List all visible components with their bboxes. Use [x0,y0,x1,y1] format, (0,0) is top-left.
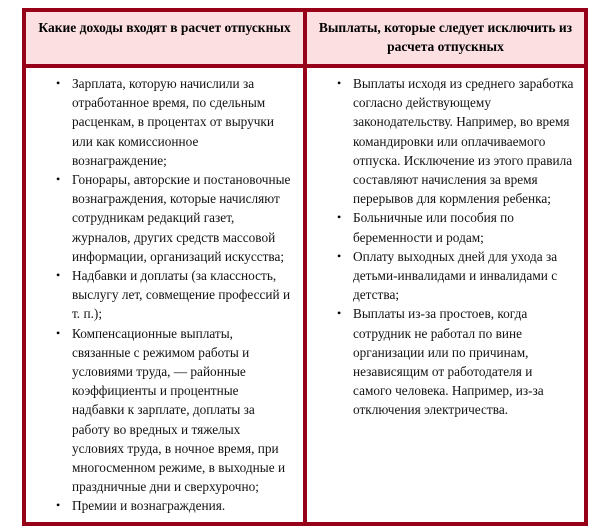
list-item-label: Выплаты из-за простоев, когда сотрудник не работал по вине организации или по причинам, независящим от работодателя и самого человека. Например, из-за отключения электричества. [353,306,544,418]
table-row [24,66,586,524]
list-item-label: Премии и вознаграждения. [72,498,226,514]
list-item-label: Гонорары, авторские и постановочные вознаграждения, которые начисляют сотрудникам редакций газет, журналов, других средств массовой информации, организаций искусства; [72,172,291,264]
excluded-payments-list [307,68,584,426]
list-item [307,304,576,419]
list-item-label: Оплату выходных дней для ухода за детьми-инвалидами и инвалидами с детства; [353,248,558,303]
table-header [24,10,586,66]
list-item [26,324,295,497]
table-body [24,66,586,524]
list-item [26,266,295,324]
list-item [26,170,295,266]
list-item [26,74,295,170]
table-header-row [24,10,586,66]
included-income-list [26,68,303,522]
bullet-icon: • [56,498,61,513]
bullet-icon: • [56,268,61,283]
cell-included-income [24,66,305,524]
list-item [307,74,576,208]
comparison-table [22,8,588,526]
column-header-excluded-payments: Выплаты, которые следует исключить из расчета отпускных [305,10,586,66]
bullet-icon: • [337,210,342,225]
bullet-icon: • [56,172,61,187]
list-item [307,208,576,246]
bullet-icon: • [56,325,61,340]
cell-excluded-payments [305,66,586,524]
list-item-label: Выплаты исходя из среднего заработка согласно действующему законодательству. Например, во время командировки или оплачиваемого отпуска. Исключение из этого правила составляют начисления за время перерывов для кормления ребенка; [353,76,574,207]
list-item [26,496,295,515]
list-item [307,247,576,305]
list-item-label: Надбавки и доплаты (за классность, выслугу лет, совмещение профессий и т. п.); [72,268,291,322]
bullet-icon: • [337,76,342,90]
comparison-table-container [22,8,584,514]
column-header-included-income: Какие доходы входят в расчет отпускных [24,10,305,66]
bullet-icon: • [56,76,61,90]
bullet-icon: • [337,306,342,321]
bullet-icon: • [337,248,342,263]
list-item-label: Зарплата, которую начислили за отработанное время, по сдельным расценкам, в процентах от выручки или как комиссионное вознаграждение; [72,76,275,168]
list-item-label: Компенсационные выплаты, связанные с режимом работы и условиями труда, — районные коэффициенты и процентные надбавки к зарплате, доплаты за работу во вредных и тяжелых условиях труда, в ночное время, при многосменном режиме, в выходные и праздничные дни и сверхурочно; [72,325,286,495]
list-item-label: Больничные или пособия по беременности и родам; [353,210,514,245]
